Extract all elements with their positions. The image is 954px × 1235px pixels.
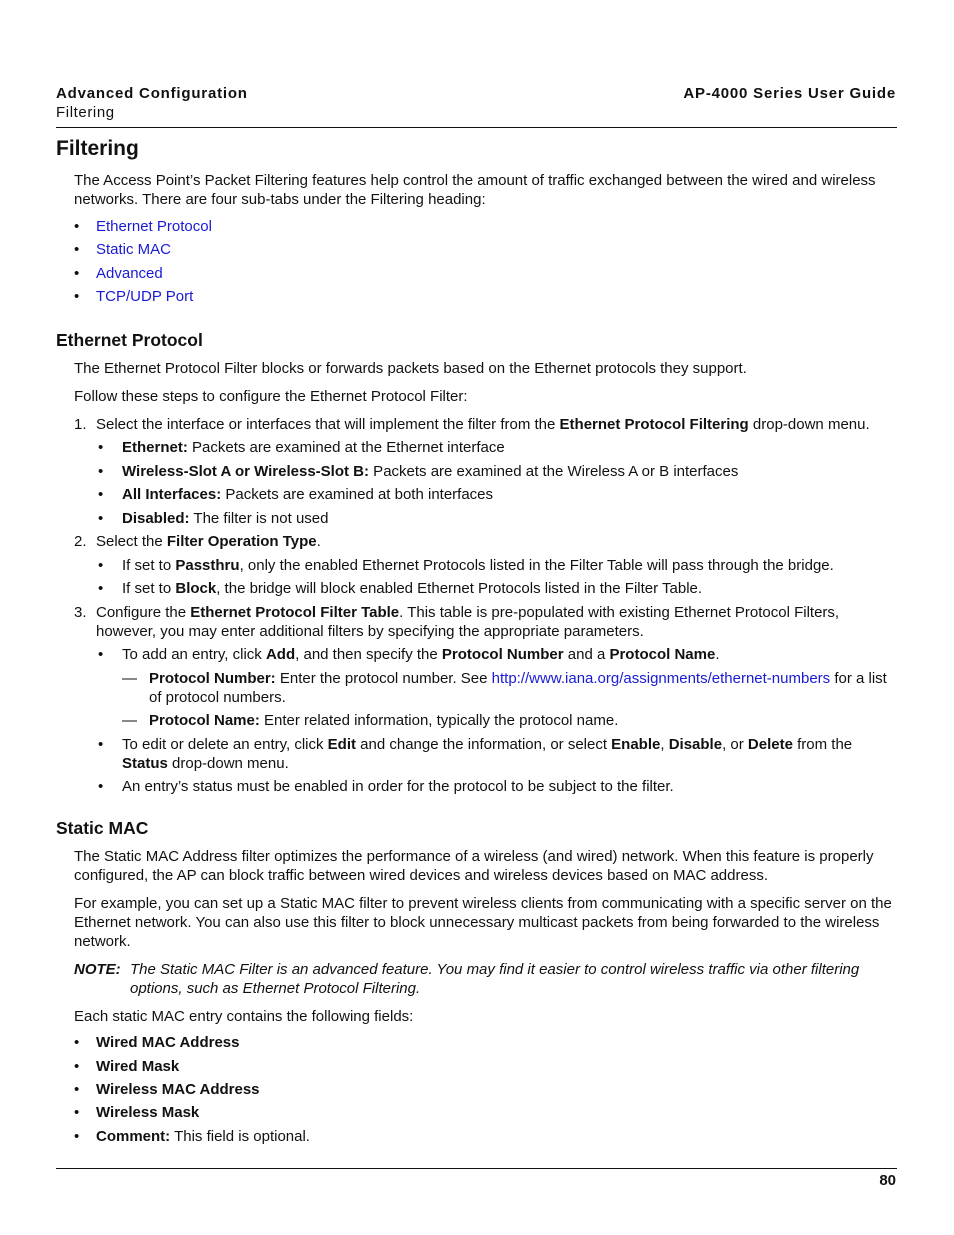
instr-bold: Edit (327, 735, 357, 753)
list-item (56, 1078, 901, 1101)
field-text: Enter the protocol number. See (275, 669, 492, 687)
running-header-left (56, 84, 248, 122)
list-item (56, 215, 901, 238)
option-text: Packets are examined at the Wireless A or B interfaces (369, 462, 739, 480)
step-2 (56, 532, 901, 598)
operation-options (96, 556, 901, 599)
field-name: Wireless Mask (96, 1104, 200, 1122)
step-number: 1. (74, 415, 87, 433)
instr-text: An entry’s status must be enabled in order for the protocol to be subject to the filter. (122, 778, 674, 796)
list-item (56, 238, 901, 261)
ethernet-steps (56, 415, 901, 797)
field-name: Wired MAC Address (96, 1034, 240, 1052)
option-label: Passthru (175, 556, 240, 574)
instr-bold: Protocol Name (609, 646, 716, 664)
instr-text: To add an entry, click (122, 646, 266, 664)
field-name: Comment: (96, 1127, 171, 1145)
static-mac-paragraph-3: Each static MAC entry contains the following fields: (74, 1008, 414, 1026)
list-item (96, 556, 901, 575)
list-item (56, 1125, 901, 1148)
instr-text: To edit or delete an entry, click (122, 735, 328, 753)
field-name: Wired Mask (96, 1057, 180, 1075)
option-text: If set to (122, 556, 176, 574)
list-item (122, 711, 901, 730)
field-name: Wireless MAC Address (96, 1080, 260, 1098)
list-item (56, 1101, 901, 1124)
instr-bold: Enable (611, 735, 661, 753)
ethernet-paragraph-2: Follow these steps to configure the Ethernet Protocol Filter: (74, 387, 468, 405)
instr-bold: Delete (747, 735, 793, 753)
instr-text: and a (563, 646, 610, 664)
instr-text: and change the information, or select (356, 735, 612, 753)
option-label: Block (175, 580, 217, 598)
heading-ethernet-protocol: Ethernet Protocol (56, 329, 203, 350)
field-text: Enter related information, typically the protocol name. (259, 712, 619, 730)
field-label: Protocol Name: (149, 712, 260, 730)
list-item (56, 285, 901, 308)
note-text: The Static MAC Filter is an advanced feature. You may find it easier to control wireless traffic via other filtering options, such as Ethernet Protocol Filtering. (130, 961, 860, 998)
intro-paragraph: The Access Point’s Packet Filtering features help control the amount of traffic exchanged between the wired and wireless networks. There are four sub-tabs under the Filtering heading: (74, 172, 876, 208)
step-3 (56, 603, 901, 797)
note-label: NOTE: (74, 961, 121, 979)
static-mac-paragraph-2: For example, you can set up a Static MAC filter to prevent wireless clients from communicating with a specific server on the Ethernet network. You can also use this filter to block unnecessary multicast packets from being forwarded to the wireless network. (74, 895, 892, 951)
link-ethernet-protocol[interactable]: Ethernet Protocol (96, 218, 212, 235)
step-text: Select the (96, 533, 167, 551)
chapter-title: Advanced Configuration (56, 85, 248, 102)
footer-rule (56, 1168, 897, 1169)
link-advanced[interactable]: Advanced (96, 264, 163, 282)
list-item (96, 579, 901, 598)
list-item (96, 509, 901, 528)
section-title: Filtering (56, 104, 115, 121)
field-label: Protocol Number: (149, 669, 276, 687)
list-item (96, 438, 901, 457)
static-mac-paragraph-1: The Static MAC Address filter optimizes the performance of a wireless (and wired) network. When this feature is properly configured, the AP can block traffic between wired devices and wireless devices based on MAC address. (74, 848, 874, 885)
option-label: Wireless-Slot A or Wireless-Slot B: (122, 462, 370, 480)
instr-bold: Protocol Number (441, 646, 564, 664)
step-text: . (316, 533, 321, 551)
list-item (96, 645, 901, 730)
field-text: This field is optional. (170, 1127, 310, 1145)
step-text: drop-down menu. (748, 415, 870, 433)
option-label: Disabled: (122, 509, 190, 527)
instr-text: from the (792, 735, 853, 753)
option-text: If set to (122, 580, 176, 598)
interface-options (96, 438, 901, 528)
instr-bold: Status (122, 754, 168, 772)
step-bold: Ethernet Protocol Filter Table (190, 603, 400, 621)
list-item (56, 1031, 901, 1054)
subtab-link-list (56, 215, 901, 309)
option-label: All Interfaces: (122, 486, 222, 504)
instr-bold: Add (265, 646, 296, 664)
option-text: , the bridge will block enabled Ethernet Protocols listed in the Filter Table. (216, 580, 703, 598)
heading-static-mac: Static MAC (56, 818, 149, 839)
option-text: The filter is not used (189, 509, 329, 527)
field-text: for a list of protocol numbers. (149, 669, 887, 706)
list-item (96, 462, 901, 481)
iana-ethernet-numbers-link[interactable]: http://www.iana.org/assignments/ethernet-numbers (491, 669, 831, 687)
instr-text: , and then specify the (295, 646, 442, 664)
add-entry-fields (122, 669, 901, 731)
step-number: 3. (74, 603, 87, 621)
ethernet-paragraph-1: The Ethernet Protocol Filter blocks or forwards packets based on the Ethernet protocols they support. (74, 359, 747, 377)
step-text: Select the interface or interfaces that will implement the filter from the (96, 415, 560, 433)
page-title: Filtering (56, 137, 139, 160)
step-number: 2. (74, 533, 87, 551)
list-item (56, 1055, 901, 1078)
step-1 (56, 415, 901, 528)
instr-text: drop-down menu. (167, 754, 289, 772)
instr-bold: Disable (668, 735, 723, 753)
list-item (96, 735, 901, 773)
step-text: Configure the (96, 603, 191, 621)
option-text: Packets are examined at both interfaces (221, 486, 494, 504)
header-rule (56, 127, 897, 128)
list-item (56, 262, 901, 285)
link-tcp-udp-port[interactable]: TCP/UDP Port (96, 288, 194, 306)
note-box (56, 960, 901, 998)
step-bold: Ethernet Protocol Filtering (559, 415, 749, 433)
option-text: Packets are examined at the Ethernet interface (187, 439, 505, 457)
option-text: , only the enabled Ethernet Protocols listed in the Filter Table will pass through the bridge. (239, 556, 834, 574)
instr-text: , (660, 735, 669, 753)
step-text: . This table is pre-populated with existing Ethernet Protocol Filters, however, you may enter additional filters by specifying the appropriate parameters. (96, 603, 840, 640)
instr-text: . (715, 646, 720, 664)
list-item (96, 485, 901, 504)
step-bold: Filter Operation Type (166, 533, 317, 551)
filter-table-instructions (96, 645, 901, 796)
static-mac-field-list (56, 1031, 901, 1148)
link-static-mac[interactable]: Static MAC (96, 241, 172, 259)
page-number: 80 (879, 1172, 896, 1189)
list-item (96, 777, 901, 796)
instr-text: , or (722, 735, 748, 753)
list-item (122, 669, 901, 707)
page-content (56, 135, 901, 1148)
guide-title: AP-4000 Series User Guide (683, 85, 896, 102)
option-label: Ethernet: (122, 439, 188, 457)
